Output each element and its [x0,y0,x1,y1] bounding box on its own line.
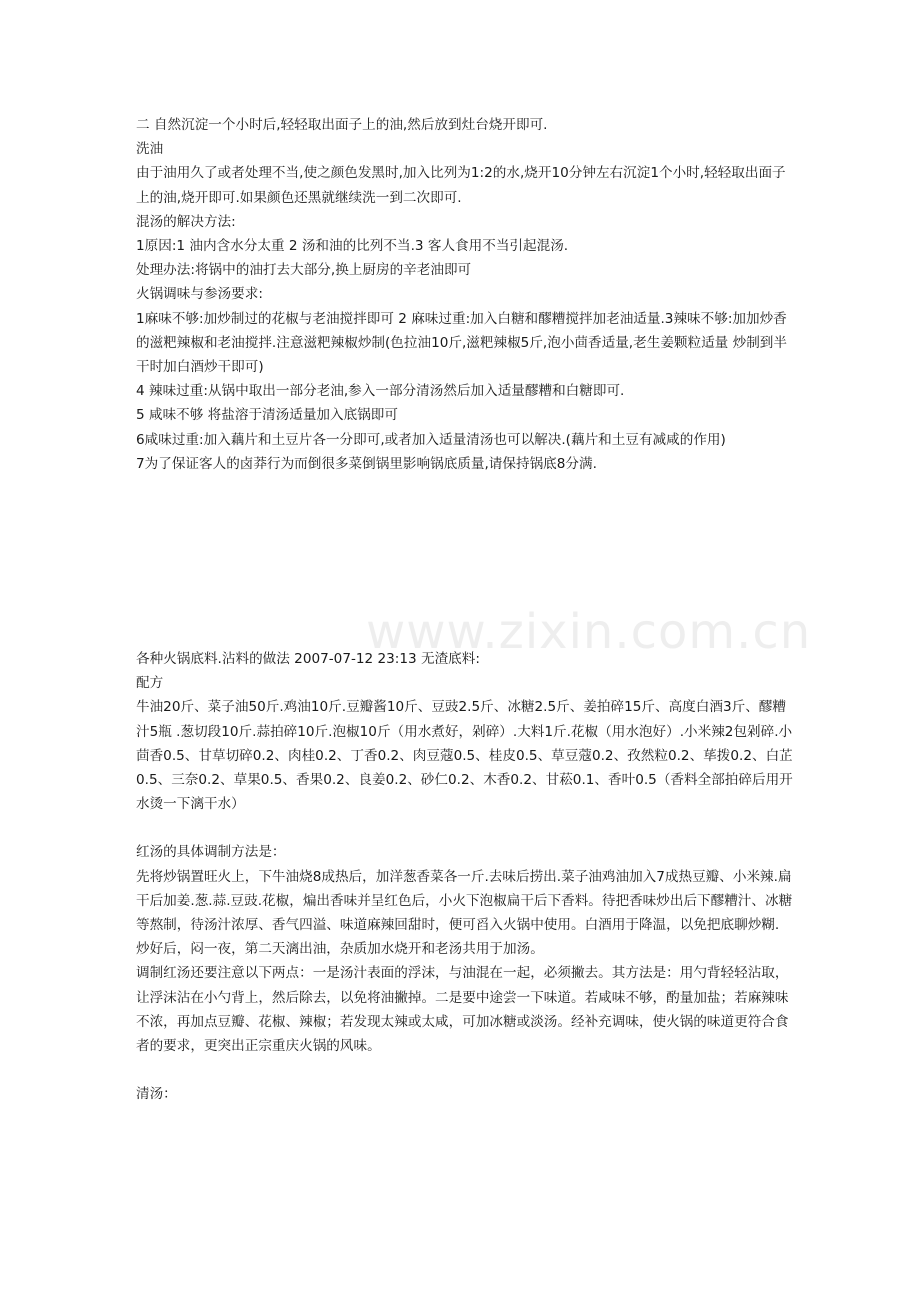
paragraph: 配方 [136,675,164,692]
paragraph: 清汤： [136,1086,177,1103]
paragraph: 各种火锅底料.沾料的做法 2007-07-12 23:13 无渣底料: [136,651,480,667]
blank-line [136,1058,796,1082]
top-text-block [136,113,796,476]
paragraph: 洗油 [136,141,164,158]
paragraph: 牛油20斤、菜子油50斤.鸡油10斤.豆瓣酱10斤、豆豉2.5斤、冰糖2.5斤、姜拍碎15斤、高度白酒3斤、醪糟汁5瓶 .葱切段10斤.蒜拍碎10斤.泡椒10斤（用水煮好，剁碎）.大料1斤.花椒（用水泡好）.小米辣2包剁碎.小茴香0.5、甘草切碎0.2、肉桂0.2、丁香0.2、肉豆蔻0.5、桂皮0.5、草豆蔻0.2、孜然粒0.2、荜拨0.2、白芷0.5、三奈0.2、草果0.5、香果0.2、良姜0.2、砂仁0.2、木香0.2、甘菘0.1、香叶0.5（香料全部拍碎后用开水烫一下漓干水） [136,699,793,813]
paragraph: 红汤的具体调制方法是： [136,844,286,861]
paragraph: 二 自然沉淀一个小时后,轻轻取出面子上的油,然后放到灶台烧开即可. [136,117,548,133]
paragraph: 炒好后，闷一夜，第二天漓出油，杂质加水烧开和老汤共用于加汤。 [136,941,544,958]
watermark: www.zixin.com.cn [366,604,812,660]
paragraph: 4 辣味过重:从锅中取出一部分老油,参入一部分清汤然后加入适量醪糟和白糖即可. [136,383,625,400]
bottom-text-block [136,647,796,1106]
blank-line [136,816,796,840]
paragraph: 由于油用久了或者处理不当,使之颜色发黑时,加入比列为1:2的水,烧开10分钟左右沉淀1个小时,轻轻取出面子上的油,烧开即可.如果颜色还黑就继续洗一到二次即可. [136,165,786,206]
paragraph: 5 咸味不够 将盐溶于清汤适量加入底锅即可 [136,407,398,424]
paragraph: 6咸味过重:加入藕片和土豆片各一分即可,或者加入适量清汤也可以解决.(藕片和土豆有减咸的作用) [136,431,726,448]
paragraph: 1原因:1 油内含水分太重 2 汤和油的比列不当.3 客人食用不当引起混汤. [136,238,569,255]
paragraph: 混汤的解决方法: [136,213,236,230]
paragraph: 7为了保证客人的卤莽行为而倒很多菜倒锅里影响锅底质量,请保持锅底8分满. [136,455,597,472]
paragraph: 先将炒锅置旺火上，下牛油烧8成热后，加洋葱香菜各一斤.去味后捞出.菜子油鸡油加入7成热豆瓣、小米辣.扁干后加姜.葱.蒜.豆豉.花椒，煸出香味并呈红色后，小火下泡椒扁干后下香料。待把香味炒出后下醪糟汁、冰糖等熬制，待汤汁浓厚、香气四溢、味道麻辣回甜时，便可舀入火锅中使用。白酒用于降温，以免把底聊炒糊. [136,868,793,934]
paragraph: 火锅调味与参汤要求: [136,286,263,303]
paragraph: 1麻味不够:加炒制过的花椒与老油搅拌即可 2 麻味过重:加入白糖和醪糟搅拌加老油适量.3辣味不够:加加炒香的滋粑辣椒和老油搅拌.注意滋粑辣椒炒制(色拉油10斤,滋粑辣椒5斤,泡小茴香适量,老生姜颗粒适量 炒制到半干时加白酒炒干即可) [136,310,787,376]
paragraph: 调制红汤还要注意以下两点：一是汤汁表面的浮沫，与油混在一起，必须撇去。其方法是：用勺背轻轻沾取，让浮沫沾在小勺背上，然后除去，以免将油撇掉。二是要中途尝一下味道。若咸味不够，酌量加盐；若麻辣味不浓，再加点豆瓣、花椒、辣椒；若发现太辣或太咸，可加冰糖或淡汤。经补充调味，使火锅的味道更符合食者的要求，更突出正宗重庆火锅的风味。 [136,965,789,1055]
paragraph: 处理办法:将锅中的油打去大部分,换上厨房的辛老油即可 [136,262,472,279]
